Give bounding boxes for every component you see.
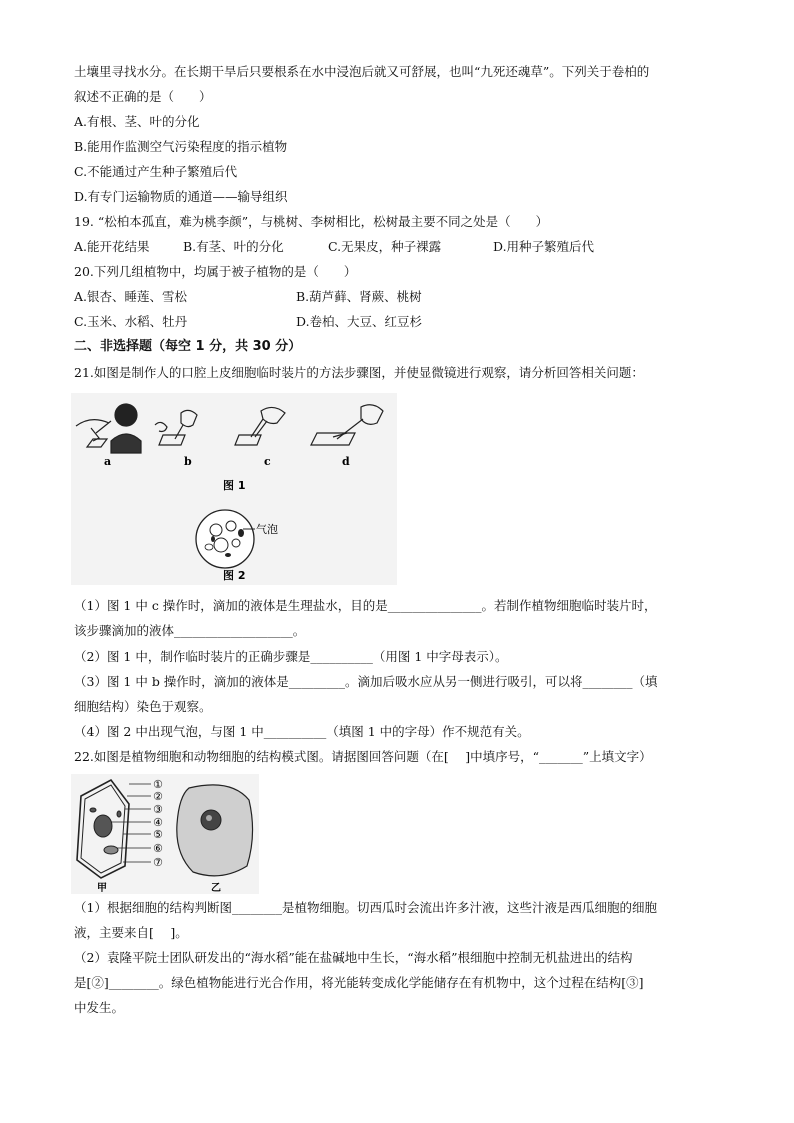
q18-stem-line2: 叙述不正确的是（ ）	[74, 89, 212, 104]
fig-number-7: ⑦	[153, 856, 163, 869]
q21-sub1-line2: 该步骤滴加的液体___________________。	[74, 623, 306, 638]
q20-option-a: A.银杏、睡莲、雪松	[74, 289, 188, 304]
q21-sub4: （4）图 2 中出现气泡，与图 1 中__________（填图 1 中的字母）作不规范有关。	[74, 724, 530, 739]
q20-stem: 20.下列几组植物中，均属于被子植物的是（ ）	[74, 264, 357, 279]
q20-option-b: B.葫芦藓、肾蕨、桃树	[296, 289, 422, 304]
q22-sub2-line2: 是[②]________。绿色植物能进行光合作用，将光能转变成化学能储存在有机物中，这个过程在结构[③]	[74, 975, 644, 990]
q22-figure-drawing	[71, 774, 259, 894]
q21-sub3-line1: （3）图 1 中 b 操作时，滴加的液体是_________。滴加后吸水应从另一侧进行吸引，可以将________（填	[74, 674, 658, 689]
fig-number-3: ③	[153, 803, 163, 816]
fig2-bubble-label: 气泡	[256, 523, 278, 536]
fig1-caption: 图 1	[223, 479, 246, 492]
q22-figure	[71, 774, 259, 894]
fig1-label-c: c	[264, 455, 271, 468]
animal-cell-drawing	[177, 785, 253, 876]
q22-sub2-line1: （2）袁隆平院士团队研发出的“海水稻”能在盐碱地中生长，“海水稻”根细胞中控制无机盐进出的结构	[74, 950, 633, 965]
step-c-illustration	[235, 407, 285, 445]
fig1-label-d: d	[342, 455, 350, 468]
plant-cell-drawing	[77, 780, 151, 878]
q20-option-c: C.玉米、水稻、牡丹	[74, 314, 188, 329]
fig2-microscope-view	[196, 510, 255, 568]
q19-option-c: C.无果皮，种子裸露	[328, 239, 442, 254]
fig-caption-jia: 甲	[97, 883, 107, 894]
fig1-label-b: b	[184, 455, 192, 468]
fig-number-1: ①	[153, 778, 163, 791]
q19-option-a: A.能开花结果	[74, 239, 150, 254]
q22-stem: 22.如图是植物细胞和动物细胞的结构模式图。请据图回答问题（在[ ]中填序号，“_______”上填文字）	[74, 749, 652, 764]
q21-sub3-line2: 细胞结构）染色于观察。	[74, 699, 212, 714]
step-d-illustration	[311, 405, 383, 445]
fig-number-2: ②	[153, 790, 163, 803]
section2-title: 二、非选择题（每空 1 分，共 30 分）	[74, 339, 302, 354]
q19-stem: 19. “松柏本孤直，难为桃李颜”，与桃树、李树相比，松树最主要不同之处是（ ）	[74, 214, 549, 229]
q21-sub1-line1: （1）图 1 中 c 操作时，滴加的液体是生理盐水，目的是_______________。若制作植物细胞临时装片时，	[74, 598, 657, 613]
q21-figure-drawing	[71, 393, 397, 585]
q21-sub2: （2）图 1 中，制作临时装片的正确步骤是__________（用图 1 中字母表示）。	[74, 649, 508, 664]
q21-stem: 21.如图是制作人的口腔上皮细胞临时装片的方法步骤图，并使显微镜进行观察，请分析回答相关问题：	[74, 365, 644, 380]
q22-sub1-line1: （1）根据细胞的结构判断图________是植物细胞。切西瓜时会流出许多汁液，这些汁液是西瓜细胞的细胞	[74, 900, 657, 915]
fig-number-6: ⑥	[153, 842, 163, 855]
fig-number-5: ⑤	[153, 828, 163, 841]
q19-option-d: D.用种子繁殖后代	[493, 239, 595, 254]
fig2-caption: 图 2	[223, 569, 246, 582]
q18-stem-line1: 土壤里寻找水分。在长期干旱后只要根系在水中浸泡后就又可舒展，也叫“九死还魂草”。下列关于卷柏的	[74, 64, 650, 79]
step-b-illustration	[155, 410, 197, 445]
q18-option-c: C.不能通过产生种子繁殖后代	[74, 164, 238, 179]
q18-option-a: A.有根、茎、叶的分化	[74, 114, 200, 129]
q21-figure	[71, 393, 397, 585]
fig-number-4: ④	[153, 816, 163, 829]
q20-option-d: D.卷柏、大豆、红豆杉	[296, 314, 423, 329]
fig1-label-a: a	[104, 455, 112, 468]
q18-option-b: B.能用作监测空气污染程度的指示植物	[74, 139, 288, 154]
q22-sub2-line3: 中发生。	[74, 1000, 125, 1015]
fig-caption-yi: 乙	[211, 883, 221, 894]
step-a-illustration	[76, 404, 141, 453]
q22-sub1-line2: 液，主要来自[ ]。	[74, 925, 188, 940]
q18-option-d: D.有专门运输物质的通道——输导组织	[74, 189, 288, 204]
q19-option-b: B.有茎、叶的分化	[183, 239, 284, 254]
